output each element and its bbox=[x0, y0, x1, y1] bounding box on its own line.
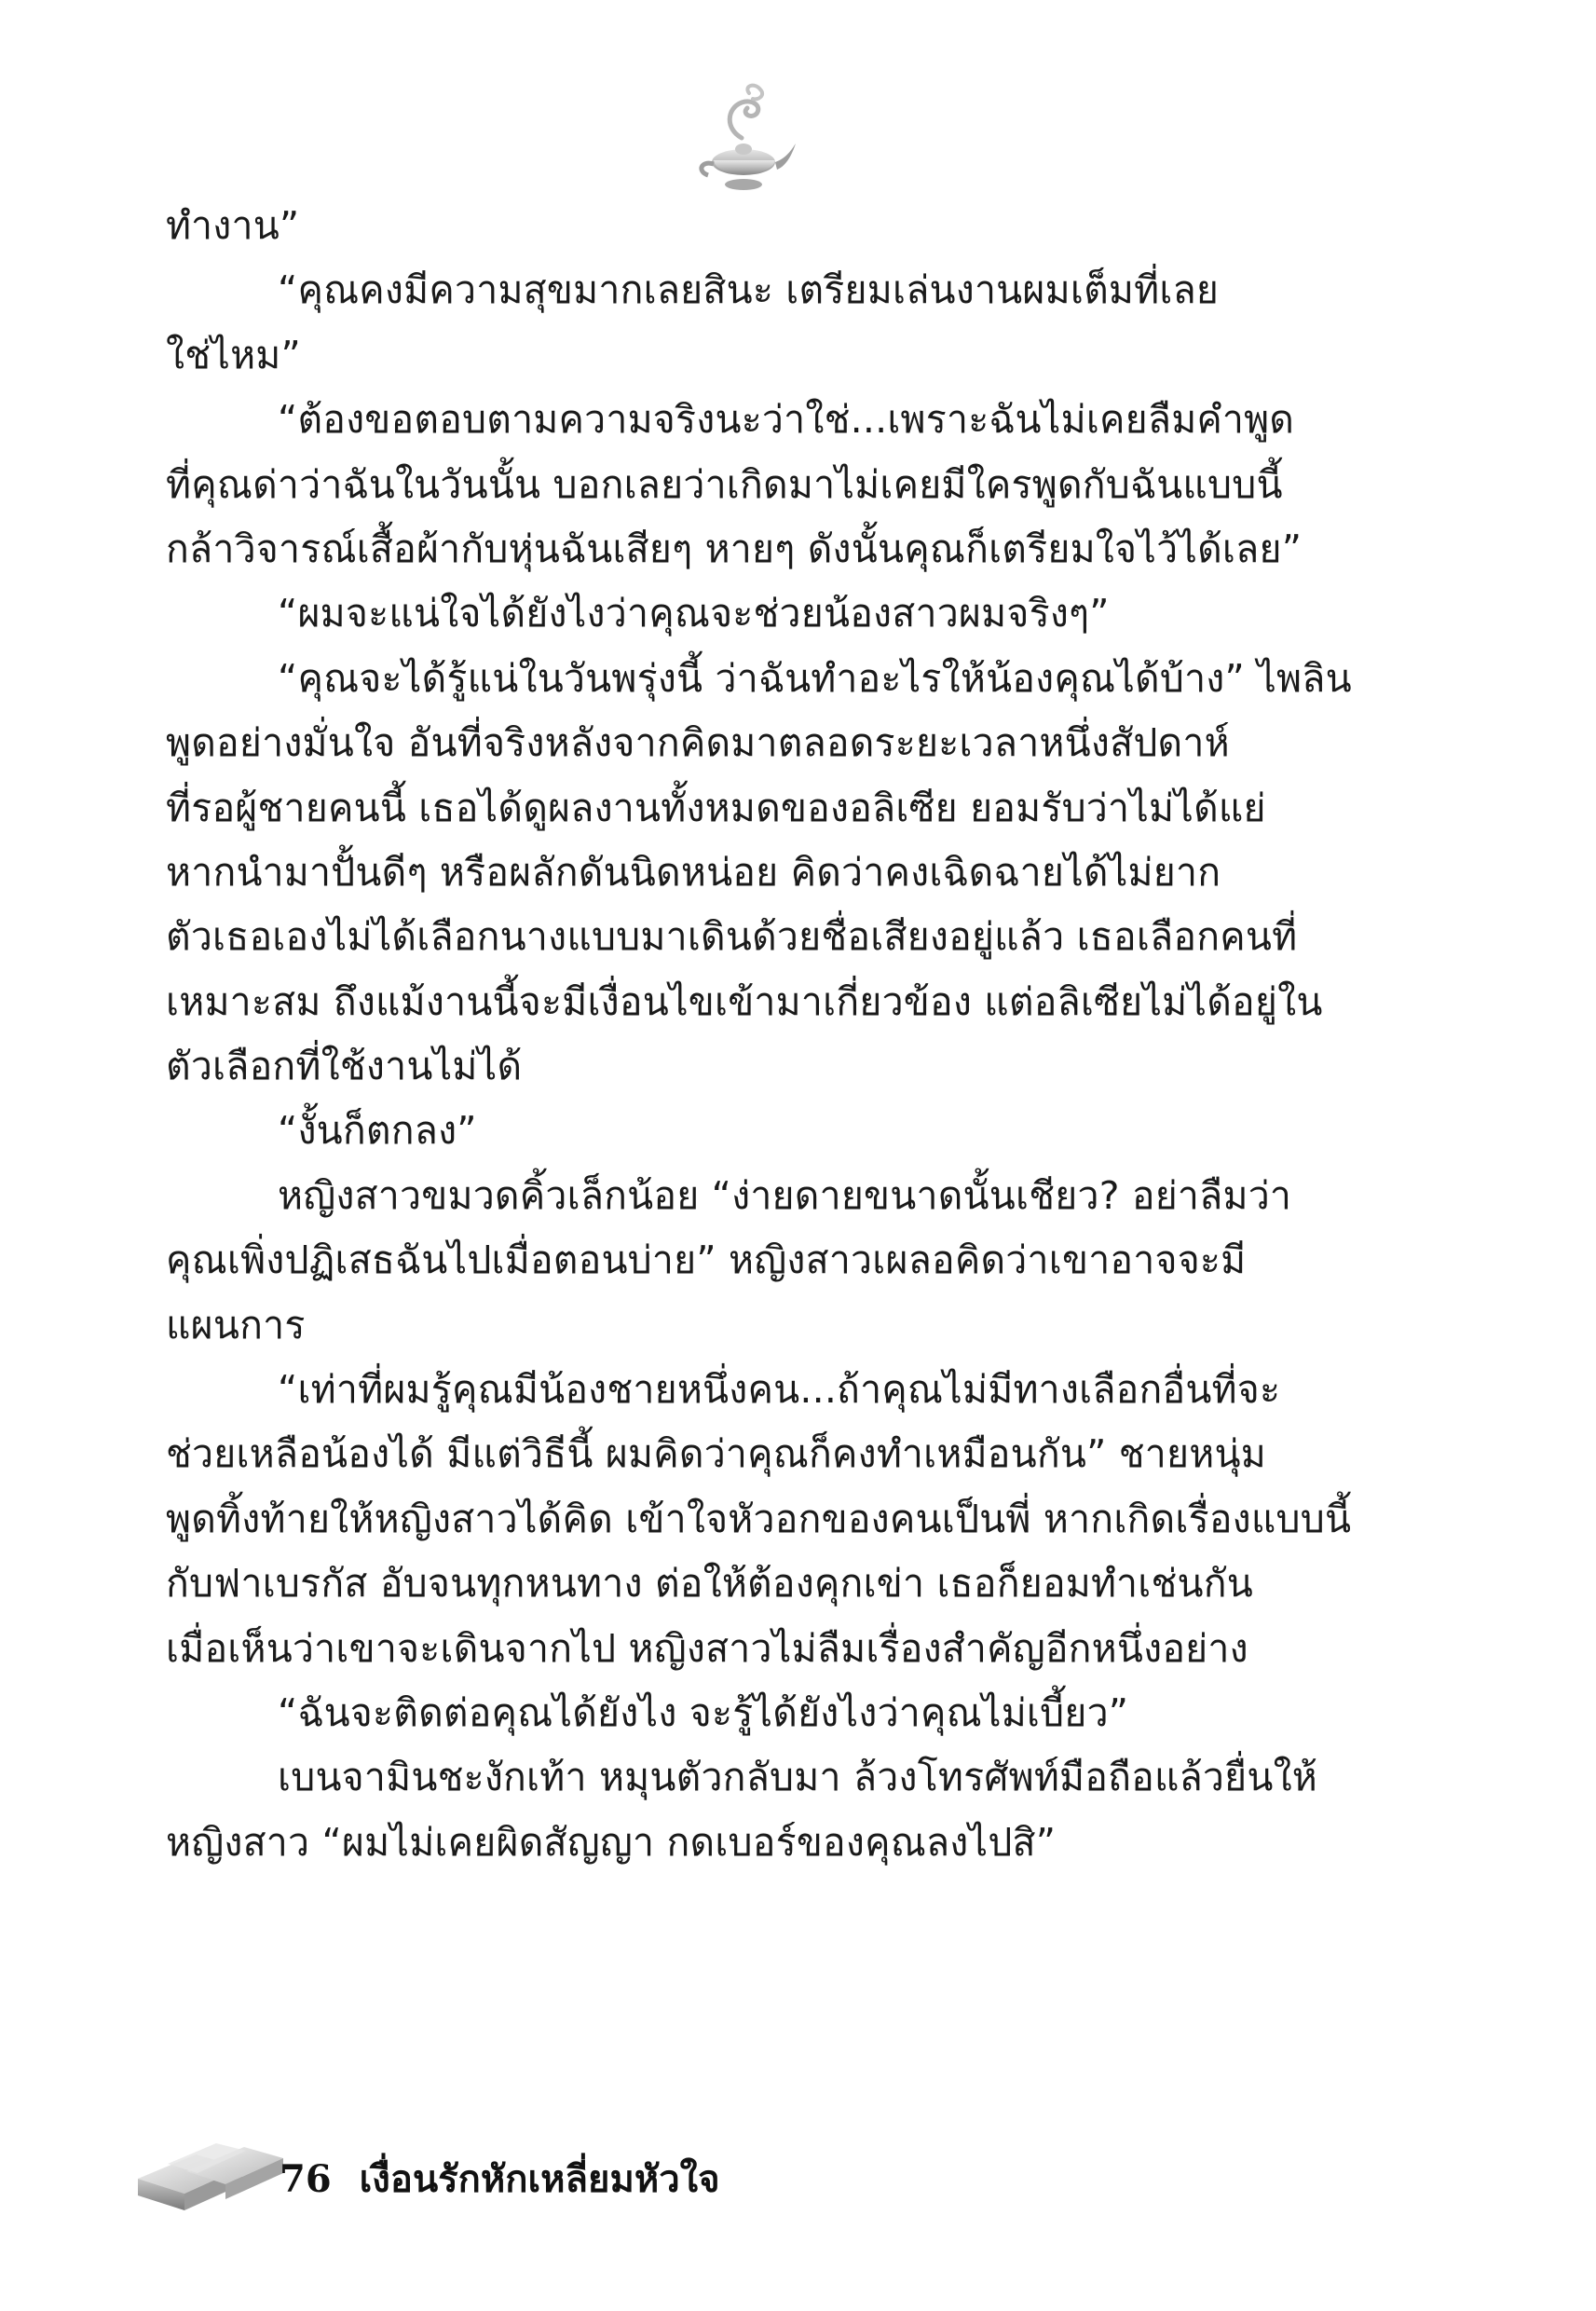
text-line: “ต้องขอตอบตามความจริงนะว่าใช่...เพราะฉันไม่เคยลืมคำพูด bbox=[278, 397, 1295, 443]
paragraph bbox=[166, 647, 1352, 1100]
text-line: “ฉันจะติดต่อคุณได้ยังไง จะรู้ได้ยังไงว่าคุณไม่เบี้ยว” bbox=[278, 1689, 1129, 1735]
paragraph bbox=[166, 1681, 1321, 1745]
paragraph bbox=[166, 581, 1321, 646]
text-line: กับฟาเบรกัส อับจนทุกหนทาง ต่อให้ต้องคุกเข่า เธอก็ยอมทำเช่นกัน bbox=[166, 1561, 1253, 1607]
paragraph bbox=[166, 1164, 1321, 1358]
text-line: เบนจามินชะงักเท้า หมุนตัวกลับมา ล้วงโทรศัพท์มือถือแล้วยื่นให้ bbox=[278, 1755, 1318, 1800]
paragraph bbox=[166, 258, 1321, 388]
footer-text bbox=[280, 2149, 720, 2208]
text-line: ที่รอผู้ชายคนนี้ เธอได้ดูผลงานทั้งหมดของอลิเซีย ยอมรับว่าไม่ได้แย่ bbox=[166, 785, 1266, 830]
page-number: 76 bbox=[280, 2157, 332, 2201]
page-footer bbox=[130, 2113, 876, 2225]
text-line: พูดทิ้งท้ายให้หญิงสาวได้คิด เข้าใจหัวอกของคนเป็นพี่ หากเกิดเรื่องแบบนี้ bbox=[166, 1496, 1352, 1541]
paragraph bbox=[166, 194, 1321, 258]
paragraph bbox=[166, 388, 1321, 581]
text-line: “งั้นก็ตกลง” bbox=[278, 1108, 477, 1154]
text-line: ช่วยเหลือน้องได้ มีแต่วิธีนี้ ผมคิดว่าคุณก็คงทำเหมือนกัน” ชายหนุ่ม bbox=[166, 1431, 1266, 1477]
text-line: “คุณคงมีความสุขมากเลยสินะ เตรียมเล่นงานผมเต็มที่เลย bbox=[278, 267, 1220, 313]
text-line: ที่คุณด่าว่าฉันในวันนั้น บอกเลยว่าเกิดมาไม่เคยมีใครพูดกับฉันแบบนี้ bbox=[166, 461, 1283, 507]
text-line: หญิงสาวขมวดคิ้วเล็กน้อย “ง่ายดายขนาดนั้นเชียว? อย่าลืมว่า bbox=[278, 1172, 1292, 1218]
paragraph bbox=[166, 1358, 1352, 1681]
text-line: “เท่าที่ผมรู้คุณมีน้องชายหนึ่งคน...ถ้าคุณไม่มีทางเลือกอื่นที่จะ bbox=[278, 1367, 1281, 1413]
text-line: ตัวเธอเองไม่ได้เลือกนางแบบมาเดินด้วยชื่อเสียงอยู่แล้ว เธอเลือกคนที่ bbox=[166, 914, 1298, 960]
text-line: เมื่อเห็นว่าเขาจะเดินจากไป หญิงสาวไม่ลืมเรื่องสำคัญอีกหนึ่งอย่าง bbox=[166, 1625, 1248, 1671]
text-line: ทำงาน” bbox=[166, 203, 300, 248]
text-line: “ผมจะแน่ใจได้ยังไงว่าคุณจะช่วยน้องสาวผมจริงๆ” bbox=[278, 591, 1110, 636]
text-line: ใช่ไหม” bbox=[166, 332, 301, 377]
text-line: คุณเพิ่งปฏิเสธฉันไปเมื่อตอนบ่าย” หญิงสาวเผลอคิดว่าเขาอาจจะมี bbox=[166, 1238, 1247, 1283]
body-text bbox=[166, 194, 1352, 1875]
text-line: กล้าวิจารณ์เสื้อผ้ากับหุ่นฉันเสียๆ หายๆ ดังนั้นคุณก็เตรียมใจไว้ได้เลย” bbox=[166, 526, 1303, 571]
text-line: แผนการ bbox=[166, 1302, 306, 1347]
text-line: ตัวเลือกที่ใช้งานไม่ได้ bbox=[166, 1044, 523, 1089]
text-line: หากนำมาปั้นดีๆ หรือผลักดันนิดหน่อย คิดว่าคงเฉิดฉายได้ไม่ยาก bbox=[166, 849, 1221, 895]
paragraph bbox=[166, 1745, 1321, 1875]
text-line: “คุณจะได้รู้แน่ในวันพรุ่งนี้ ว่าฉันทำอะไรให้น้องคุณได้บ้าง” ไพลิน bbox=[278, 655, 1352, 701]
gold-bars-icon bbox=[130, 2113, 289, 2225]
genie-lamp-icon bbox=[688, 82, 799, 198]
paragraph bbox=[166, 1099, 1321, 1163]
text-line: พูดอย่างมั่นใจ อันที่จริงหลังจากคิดมาตลอดระยะเวลาหนึ่งสัปดาห์ bbox=[166, 720, 1230, 766]
text-line: หญิงสาว “ผมไม่เคยผิดสัญญา กดเบอร์ของคุณลงไปสิ” bbox=[166, 1819, 1057, 1865]
book-title: เงื่อนรักหักเหลี่ยมหัวใจ bbox=[359, 2157, 720, 2201]
text-line: เหมาะสม ถึงแม้งานนี้จะมีเงื่อนไขเข้ามาเกี่ยวข้อง แต่อลิเซียไม่ได้อยู่ใน bbox=[166, 978, 1323, 1024]
